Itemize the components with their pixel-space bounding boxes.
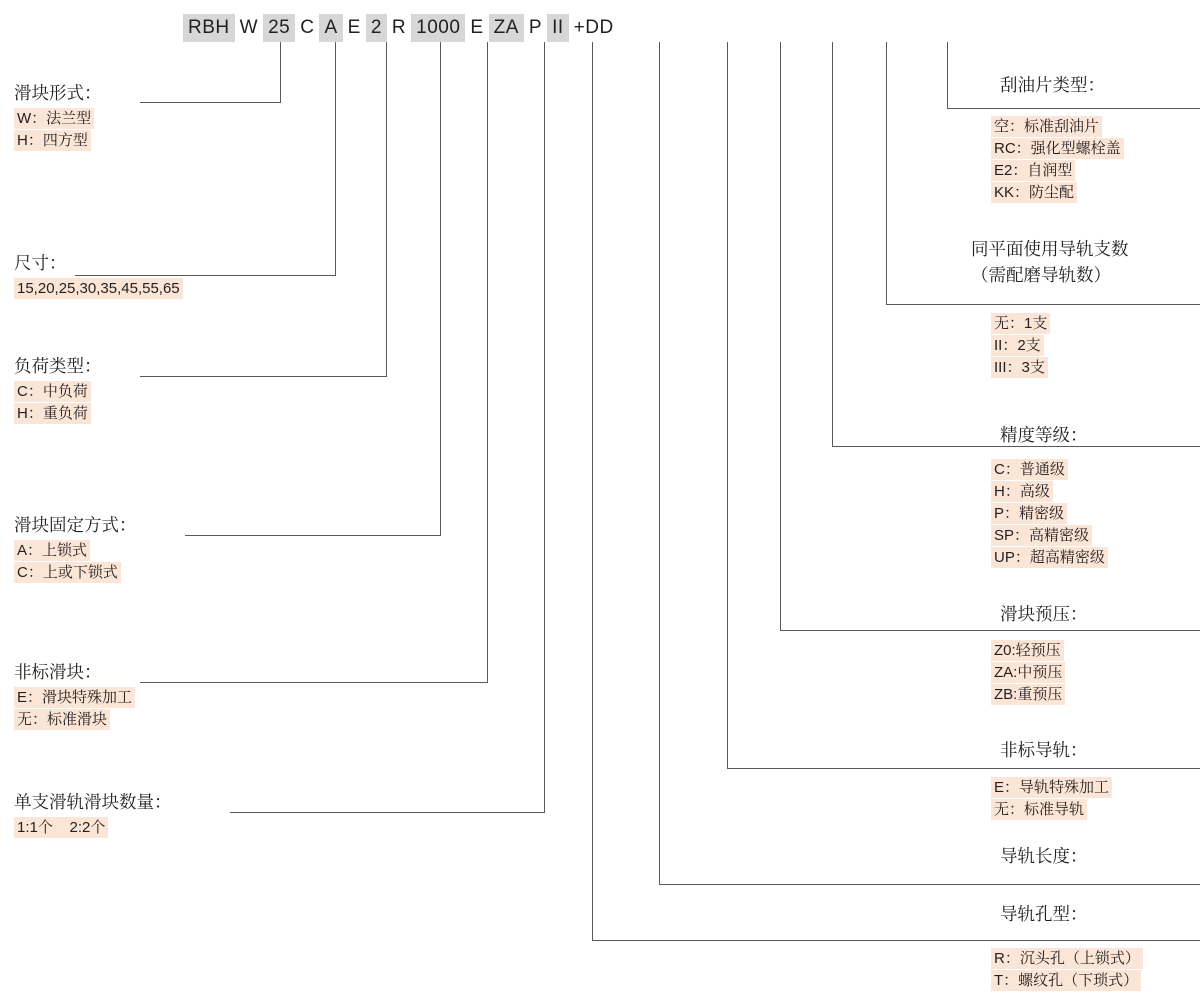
- code-segment-load-type[interactable]: C: [295, 14, 319, 42]
- list-item: UP：超高精密级: [991, 547, 1108, 568]
- group-block-type-title: 滑块形式：: [14, 83, 102, 103]
- leader-line-rail-count-vertical: [886, 42, 887, 304]
- group-size-items: [14, 278, 183, 299]
- list-item: H：重负荷: [14, 403, 91, 424]
- list-item: 无：标准导轨: [991, 799, 1087, 820]
- list-item: III：3支: [991, 357, 1048, 378]
- list-item: 1:1个 2:2个: [14, 817, 108, 838]
- code-segment-preload[interactable]: ZA: [489, 14, 524, 42]
- list-item: ZA:中预压: [991, 662, 1065, 683]
- group-wiper-type-items: [991, 116, 1124, 204]
- leader-line-block-type-vertical: [280, 42, 281, 102]
- group-rail-count: [971, 238, 1129, 286]
- group-rail-hole-type-title: 导轨孔型：: [1000, 904, 1088, 924]
- leader-line-preload-horizontal: [780, 630, 1200, 631]
- list-item: II：2支: [991, 335, 1044, 356]
- list-item: KK：防尘配: [991, 182, 1077, 203]
- code-segment-nonstandard-block[interactable]: E: [343, 14, 366, 42]
- group-rail-length-title: 导轨长度：: [1000, 846, 1088, 866]
- leader-line-rail-length-horizontal: [659, 884, 1200, 885]
- list-item: R：沉头孔（上锁式）: [991, 948, 1143, 969]
- code-segment-mounting[interactable]: A: [319, 14, 342, 42]
- leader-line-mounting-vertical: [440, 42, 441, 535]
- list-item: W：法兰型: [14, 108, 94, 129]
- list-item: E：滑块特殊加工: [14, 687, 135, 708]
- leader-line-accuracy-vertical: [832, 42, 833, 446]
- group-nonstandard-rail-title: 非标导轨：: [1000, 740, 1088, 760]
- group-rail-hole-type: [1000, 903, 1088, 925]
- group-nonstandard-block: [14, 661, 135, 731]
- group-preload-items: [991, 640, 1065, 706]
- group-block-count-items: [14, 817, 172, 838]
- leader-line-block-count-vertical: [544, 42, 545, 812]
- group-rail-hole-type-items: [991, 948, 1143, 992]
- list-item: 空：标准刮油片: [991, 116, 1102, 137]
- leader-line-nonstandard-block-vertical: [487, 42, 488, 682]
- leader-line-wiper-horizontal: [947, 108, 1200, 109]
- group-load-type-title: 负荷类型：: [14, 356, 102, 376]
- leader-line-preload-vertical: [780, 42, 781, 630]
- group-preload: [1000, 603, 1088, 625]
- code-segment-rail-hole-type[interactable]: R: [387, 14, 411, 42]
- group-mounting-method-items: [14, 540, 137, 583]
- product-code-string: [183, 14, 619, 42]
- leader-line-block-count-horizontal: [230, 812, 545, 813]
- group-nonstandard-rail-items: [991, 777, 1112, 821]
- group-load-type-items: [14, 381, 102, 424]
- group-nonstandard-block-items: [14, 687, 135, 730]
- leader-line-wiper-vertical: [947, 42, 948, 108]
- code-segment-size[interactable]: 25: [263, 14, 295, 42]
- group-rail-count-subtitle: （需配磨导轨数）: [971, 265, 1111, 285]
- leader-line-rail-hole-type-vertical: [592, 42, 593, 940]
- code-segment-series[interactable]: RBH: [183, 14, 235, 42]
- list-item: RC：强化型螺栓盖: [991, 138, 1124, 159]
- list-item: E2：自润型: [991, 160, 1075, 181]
- list-item: E：导轨特殊加工: [991, 777, 1112, 798]
- group-preload-title: 滑块预压：: [1000, 604, 1088, 624]
- list-item: T：螺纹孔（下琐式）: [991, 970, 1141, 991]
- list-item: P：精密级: [991, 503, 1067, 524]
- group-block-count-title: 单支滑轨滑块数量：: [14, 792, 172, 812]
- group-block-type-items: [14, 108, 102, 151]
- list-item: C：普通级: [991, 459, 1068, 480]
- group-nonstandard-block-title: 非标滑块：: [14, 662, 102, 682]
- group-mounting-method: [14, 514, 137, 584]
- group-block-count: [14, 791, 172, 839]
- code-segment-accuracy[interactable]: P: [524, 14, 547, 42]
- list-item: C：上或下锁式: [14, 562, 121, 583]
- leader-line-block-type-horizontal: [140, 102, 281, 103]
- list-item: A：上锁式: [14, 540, 90, 561]
- group-wiper-type-title: 刮油片类型：: [1000, 75, 1105, 95]
- group-rail-count-items: [991, 313, 1050, 379]
- leader-line-rail-count-horizontal: [886, 304, 1200, 305]
- leader-line-mounting-horizontal: [185, 535, 441, 536]
- group-rail-count-title: 同平面使用导轨支数: [971, 239, 1129, 259]
- list-item: C：中负荷: [14, 381, 91, 402]
- group-nonstandard-rail: [1000, 739, 1088, 761]
- list-item: 无：1支: [991, 313, 1050, 334]
- group-accuracy-grade: [1000, 424, 1088, 446]
- leader-line-rail-length-vertical: [659, 42, 660, 884]
- group-accuracy-grade-items: [991, 459, 1108, 569]
- list-item: 无：标准滑块: [14, 709, 110, 730]
- group-accuracy-grade-title: 精度等级：: [1000, 425, 1088, 445]
- code-segment-block-type[interactable]: W: [235, 14, 263, 42]
- leader-line-nonstandard-block-horizontal: [140, 682, 488, 683]
- code-segment-rail-count[interactable]: II: [547, 14, 569, 42]
- leader-line-size-vertical: [335, 42, 336, 275]
- group-size-title: 尺寸：: [14, 253, 67, 273]
- group-wiper-type: [1000, 74, 1105, 96]
- group-load-type: [14, 355, 102, 425]
- group-mounting-method-title: 滑块固定方式：: [14, 515, 137, 535]
- group-rail-length: [1000, 845, 1088, 867]
- leader-line-accuracy-horizontal: [832, 446, 1200, 447]
- leader-line-nonstandard-rail-vertical: [727, 42, 728, 768]
- list-item: ZB:重预压: [991, 684, 1065, 705]
- code-segment-block-count[interactable]: 2: [366, 14, 387, 42]
- leader-line-load-type-horizontal: [140, 376, 387, 377]
- list-item: SP：高精密级: [991, 525, 1092, 546]
- list-item: H：高级: [991, 481, 1053, 502]
- leader-line-nonstandard-rail-horizontal: [727, 768, 1200, 769]
- group-block-type: [14, 82, 102, 152]
- leader-line-load-type-vertical: [386, 42, 387, 376]
- list-item: H：四方型: [14, 130, 91, 151]
- group-size: [14, 252, 183, 300]
- list-item: Z0:轻预压: [991, 640, 1064, 661]
- code-segment-nonstandard-rail[interactable]: E: [465, 14, 488, 42]
- code-segment-rail-length[interactable]: 1000: [411, 14, 465, 42]
- leader-line-rail-hole-type-horizontal: [592, 940, 1200, 941]
- code-segment-wiper[interactable]: +DD: [569, 14, 619, 42]
- list-item: 15,20,25,30,35,45,55,65: [14, 278, 183, 299]
